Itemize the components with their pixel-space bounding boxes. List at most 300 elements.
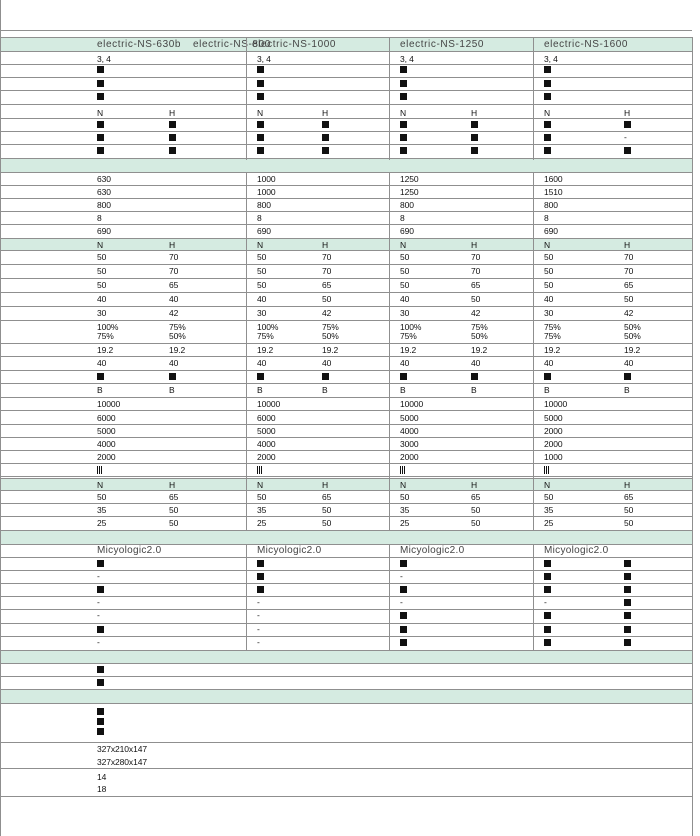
feature-square bbox=[400, 93, 407, 100]
value_40-n: 40 bbox=[257, 358, 267, 368]
rating-value: 1000 bbox=[257, 187, 276, 197]
column-rule bbox=[533, 172, 534, 530]
endurance-value: 10000 bbox=[257, 399, 281, 409]
rating-value: 630 bbox=[97, 174, 111, 184]
version-n-1: N bbox=[97, 108, 104, 118]
row-rule bbox=[0, 463, 692, 464]
breaking-n: 50 bbox=[97, 252, 107, 262]
option-dash: - bbox=[257, 637, 260, 647]
endurance-value: 6000 bbox=[257, 413, 276, 423]
value_40-h: 40 bbox=[471, 358, 481, 368]
value_40-h: 40 bbox=[169, 358, 179, 368]
feature-square bbox=[257, 134, 264, 141]
column-rule bbox=[389, 172, 390, 530]
second-h: 50 bbox=[471, 518, 481, 528]
row-rule bbox=[0, 650, 692, 651]
option-dash: - bbox=[544, 597, 547, 607]
option-square bbox=[624, 626, 631, 633]
row-rule bbox=[0, 503, 692, 504]
feature-square bbox=[400, 373, 407, 380]
dimension-1: 327x210x147 bbox=[97, 744, 147, 754]
second-n: 50 bbox=[400, 492, 410, 502]
row-rule bbox=[0, 118, 692, 119]
section-band-4 bbox=[0, 650, 692, 663]
service-h-1: 75% bbox=[322, 322, 339, 332]
second-h: 50 bbox=[624, 505, 634, 515]
version-n-2: N bbox=[257, 108, 264, 118]
feature-square bbox=[624, 147, 631, 154]
rating-value: 690 bbox=[257, 226, 271, 236]
service-h-2: 50% bbox=[471, 331, 488, 341]
breaking-h: 70 bbox=[471, 266, 481, 276]
version-n-3: N bbox=[400, 108, 407, 118]
endurance-value: 4000 bbox=[257, 439, 276, 449]
row-rule bbox=[0, 609, 692, 610]
option-square bbox=[544, 560, 551, 567]
option-dash: - bbox=[400, 597, 403, 607]
breaking-n: 50 bbox=[257, 280, 267, 290]
version-h-1: H bbox=[169, 108, 176, 118]
value_40-h: 40 bbox=[624, 358, 634, 368]
accessory-square bbox=[97, 679, 104, 686]
category-bars bbox=[257, 466, 262, 474]
breaking-n: 50 bbox=[400, 266, 410, 276]
rating-value: 1250 bbox=[400, 174, 419, 184]
feature-square bbox=[169, 121, 176, 128]
feature-square bbox=[544, 121, 551, 128]
rating-value: 1000 bbox=[257, 174, 276, 184]
version2-h-3: H bbox=[471, 240, 478, 250]
feature-square bbox=[544, 66, 551, 73]
poles-2: 3, 4 bbox=[257, 54, 271, 64]
version-h-4: H bbox=[624, 108, 631, 118]
category-n: B bbox=[400, 385, 406, 395]
breaking-n: 50 bbox=[544, 266, 554, 276]
category-h: B bbox=[624, 385, 630, 395]
versions-band-2 bbox=[0, 478, 692, 490]
option-square bbox=[544, 573, 551, 580]
row-rule bbox=[0, 37, 692, 38]
breaking-n: 50 bbox=[544, 252, 554, 262]
category-n: B bbox=[97, 385, 103, 395]
rating-value: 8 bbox=[400, 213, 405, 223]
column-rule bbox=[389, 544, 390, 650]
rating-value: 1250 bbox=[400, 187, 419, 197]
feature-square bbox=[544, 373, 551, 380]
row-rule bbox=[0, 397, 692, 398]
second-h: 50 bbox=[169, 518, 179, 528]
feature-square bbox=[257, 66, 264, 73]
second-h: 65 bbox=[169, 492, 179, 502]
endurance-value: 5000 bbox=[544, 413, 563, 423]
version2-h-1: H bbox=[169, 240, 176, 250]
second-h: 65 bbox=[322, 492, 332, 502]
breaking-h: 70 bbox=[471, 252, 481, 262]
endurance-value: 2000 bbox=[257, 452, 276, 462]
service-n-1: 100% bbox=[257, 322, 279, 332]
section-band-3 bbox=[0, 530, 692, 544]
feature-square bbox=[544, 80, 551, 87]
accessory-square bbox=[97, 708, 104, 715]
feature-square bbox=[624, 121, 631, 128]
version2-n-2: N bbox=[257, 240, 264, 250]
service-h-1: 75% bbox=[169, 322, 186, 332]
row-rule bbox=[0, 450, 692, 451]
breaking-h: 65 bbox=[322, 280, 332, 290]
version3-h-4: H bbox=[624, 480, 631, 490]
breaking-n: 50 bbox=[257, 252, 267, 262]
row-rule bbox=[0, 663, 692, 664]
option-square bbox=[624, 573, 631, 580]
row-rule bbox=[0, 703, 692, 704]
feature-square bbox=[97, 373, 104, 380]
option-square bbox=[257, 586, 264, 593]
feature-square bbox=[471, 373, 478, 380]
feature-square bbox=[322, 134, 329, 141]
version-h-2: H bbox=[322, 108, 329, 118]
section-band-5 bbox=[0, 689, 692, 703]
rating-value: 800 bbox=[257, 200, 271, 210]
right-frame bbox=[692, 37, 693, 836]
endurance-value: 4000 bbox=[400, 426, 419, 436]
service-n-2: 75% bbox=[97, 331, 114, 341]
column-rule bbox=[389, 37, 390, 160]
category-bars bbox=[544, 466, 549, 474]
second-n: 35 bbox=[97, 505, 107, 515]
service-h-1: 50% bbox=[624, 322, 641, 332]
row-rule bbox=[0, 676, 692, 677]
row-rule bbox=[0, 356, 692, 357]
left-frame bbox=[0, 0, 1, 836]
breaking-n: 30 bbox=[400, 308, 410, 318]
breaking-n: 50 bbox=[97, 280, 107, 290]
breaking-h: 42 bbox=[169, 308, 179, 318]
option-square bbox=[257, 560, 264, 567]
dimension-2: 327x280x147 bbox=[97, 757, 147, 767]
service-n-1: 75% bbox=[544, 322, 561, 332]
version2-n-3: N bbox=[400, 240, 407, 250]
rating-value: 690 bbox=[97, 226, 111, 236]
rating-value: 8 bbox=[544, 213, 549, 223]
feature-square bbox=[169, 373, 176, 380]
versions-band bbox=[0, 238, 692, 250]
feature-square bbox=[544, 134, 551, 141]
option-dash: - bbox=[257, 624, 260, 634]
value_192-h: 19.2 bbox=[624, 345, 641, 355]
weight-1: 14 bbox=[97, 772, 107, 782]
value_192-h: 19.2 bbox=[169, 345, 186, 355]
row-rule bbox=[0, 185, 692, 186]
row-rule bbox=[0, 490, 692, 491]
endurance-value: 1000 bbox=[544, 452, 563, 462]
feature-square bbox=[97, 66, 104, 73]
row-rule bbox=[0, 410, 692, 411]
version2-n-4: N bbox=[544, 240, 551, 250]
feature-square bbox=[400, 66, 407, 73]
breaking-h: 65 bbox=[471, 280, 481, 290]
rating-value: 1600 bbox=[544, 174, 563, 184]
option-square bbox=[624, 599, 631, 606]
option-dash: - bbox=[400, 571, 403, 581]
rating-value: 800 bbox=[97, 200, 111, 210]
option-square bbox=[97, 586, 104, 593]
column-rule bbox=[246, 37, 247, 160]
version2-n-1: N bbox=[97, 240, 104, 250]
second-h: 65 bbox=[471, 492, 481, 502]
breaking-h: 42 bbox=[624, 308, 634, 318]
option-square bbox=[544, 612, 551, 619]
breaking-h: 42 bbox=[322, 308, 332, 318]
rating-value: 8 bbox=[97, 213, 102, 223]
option-dash: - bbox=[97, 637, 100, 647]
breaking-n: 30 bbox=[97, 308, 107, 318]
option-square bbox=[257, 573, 264, 580]
service-n-2: 75% bbox=[257, 331, 274, 341]
option-square bbox=[400, 626, 407, 633]
endurance-value: 6000 bbox=[97, 413, 116, 423]
option-square bbox=[97, 560, 104, 567]
breaking-n: 30 bbox=[257, 308, 267, 318]
version3-h-1: H bbox=[169, 480, 176, 490]
second-h: 50 bbox=[169, 505, 179, 515]
feature-square bbox=[97, 134, 104, 141]
row-rule bbox=[0, 478, 692, 479]
breaking-h: 70 bbox=[169, 252, 179, 262]
feature-square bbox=[400, 121, 407, 128]
option-square bbox=[400, 586, 407, 593]
endurance-value: 2000 bbox=[400, 452, 419, 462]
column-rule bbox=[533, 37, 534, 160]
option-square bbox=[624, 612, 631, 619]
second-h: 50 bbox=[322, 505, 332, 515]
endurance-value: 4000 bbox=[97, 439, 116, 449]
value_40-n: 40 bbox=[544, 358, 554, 368]
option-square bbox=[400, 612, 407, 619]
endurance-value: 10000 bbox=[97, 399, 121, 409]
trip-unit-4: Micyologic2.0 bbox=[544, 545, 609, 556]
row-rule bbox=[0, 104, 692, 105]
second-n: 35 bbox=[544, 505, 554, 515]
accessory-square bbox=[97, 718, 104, 725]
feature-square bbox=[97, 80, 104, 87]
feature-square bbox=[322, 147, 329, 154]
second-n: 25 bbox=[97, 518, 107, 528]
weight-2: 18 bbox=[97, 784, 107, 794]
row-rule bbox=[0, 424, 692, 425]
column-rule bbox=[246, 172, 247, 530]
category-h: B bbox=[471, 385, 477, 395]
model-header-5: electric-NS-1600 bbox=[544, 39, 629, 50]
category-bars bbox=[97, 466, 102, 474]
row-rule bbox=[0, 292, 692, 293]
value_192-h: 19.2 bbox=[471, 345, 488, 355]
feature-square bbox=[169, 134, 176, 141]
version3-n-1: N bbox=[97, 480, 104, 490]
row-rule bbox=[0, 689, 692, 690]
breaking-h: 65 bbox=[624, 280, 634, 290]
row-rule bbox=[0, 796, 692, 797]
row-rule bbox=[0, 172, 692, 173]
value_192-n: 19.2 bbox=[400, 345, 417, 355]
row-rule bbox=[0, 131, 692, 132]
service-h-1: 75% bbox=[471, 322, 488, 332]
feature-square bbox=[471, 121, 478, 128]
row-rule bbox=[0, 30, 692, 31]
feature-square bbox=[97, 93, 104, 100]
feature-square bbox=[544, 93, 551, 100]
breaking-n: 50 bbox=[257, 266, 267, 276]
endurance-value: 10000 bbox=[544, 399, 568, 409]
feature-square bbox=[544, 147, 551, 154]
endurance-value: 2000 bbox=[97, 452, 116, 462]
category-n: B bbox=[257, 385, 263, 395]
version3-n-3: N bbox=[400, 480, 407, 490]
feature-square bbox=[471, 134, 478, 141]
breaking-h: 70 bbox=[322, 252, 332, 262]
feature-square bbox=[257, 147, 264, 154]
second-h: 50 bbox=[624, 518, 634, 528]
row-rule bbox=[0, 64, 692, 65]
second-n: 25 bbox=[400, 518, 410, 528]
second-h: 65 bbox=[624, 492, 634, 502]
second-n: 35 bbox=[257, 505, 267, 515]
endurance-value: 2000 bbox=[544, 426, 563, 436]
category-bars bbox=[400, 466, 405, 474]
option-square bbox=[97, 626, 104, 633]
row-rule bbox=[0, 383, 692, 384]
option-square bbox=[400, 560, 407, 567]
option-dash: - bbox=[257, 610, 260, 620]
feature-square bbox=[97, 147, 104, 154]
breaking-h: 70 bbox=[624, 266, 634, 276]
feature-square bbox=[322, 373, 329, 380]
breaking-h: 50 bbox=[624, 294, 634, 304]
feature-square bbox=[400, 134, 407, 141]
row-rule bbox=[0, 224, 692, 225]
category-n: B bbox=[544, 385, 550, 395]
version3-n-2: N bbox=[257, 480, 264, 490]
option-dash: - bbox=[97, 571, 100, 581]
category-h: B bbox=[322, 385, 328, 395]
feature-square bbox=[257, 93, 264, 100]
breaking-h: 50 bbox=[322, 294, 332, 304]
breaking-h: 70 bbox=[322, 266, 332, 276]
row-rule bbox=[0, 144, 692, 145]
row-rule bbox=[0, 544, 692, 545]
rating-value: 800 bbox=[400, 200, 414, 210]
row-rule bbox=[0, 238, 692, 239]
second-n: 25 bbox=[544, 518, 554, 528]
version-n-4: N bbox=[544, 108, 551, 118]
breaking-n: 30 bbox=[544, 308, 554, 318]
row-rule bbox=[0, 623, 692, 624]
service-n-2: 75% bbox=[400, 331, 417, 341]
feature-square bbox=[624, 373, 631, 380]
endurance-value: 5000 bbox=[257, 426, 276, 436]
breaking-h: 40 bbox=[169, 294, 179, 304]
version3-h-3: H bbox=[471, 480, 478, 490]
breaking-n: 50 bbox=[400, 280, 410, 290]
rating-value: 1510 bbox=[544, 187, 563, 197]
feature-dash: - bbox=[624, 132, 627, 142]
breaking-n: 40 bbox=[257, 294, 267, 304]
endurance-value: 10000 bbox=[400, 399, 424, 409]
option-square bbox=[624, 560, 631, 567]
row-rule bbox=[0, 90, 692, 91]
row-rule bbox=[0, 306, 692, 307]
section-band bbox=[0, 158, 692, 172]
second-n: 25 bbox=[257, 518, 267, 528]
option-dash: - bbox=[97, 597, 100, 607]
feature-square bbox=[169, 147, 176, 154]
value_192-n: 19.2 bbox=[97, 345, 114, 355]
row-rule bbox=[0, 570, 692, 571]
trip-unit-3: Micyologic2.0 bbox=[400, 545, 465, 556]
version3-h-2: H bbox=[322, 480, 329, 490]
row-rule bbox=[0, 343, 692, 344]
second-n: 50 bbox=[544, 492, 554, 502]
option-square bbox=[544, 639, 551, 646]
row-rule bbox=[0, 476, 692, 477]
service-n-1: 100% bbox=[400, 322, 422, 332]
breaking-h: 70 bbox=[624, 252, 634, 262]
row-rule bbox=[0, 77, 692, 78]
endurance-value: 2000 bbox=[544, 439, 563, 449]
row-rule bbox=[0, 530, 692, 531]
breaking-h: 70 bbox=[169, 266, 179, 276]
breaking-n: 50 bbox=[97, 266, 107, 276]
option-square bbox=[400, 639, 407, 646]
feature-square bbox=[257, 80, 264, 87]
option-square bbox=[624, 586, 631, 593]
row-rule bbox=[0, 437, 692, 438]
option-dash: - bbox=[97, 610, 100, 620]
value_40-n: 40 bbox=[400, 358, 410, 368]
row-rule bbox=[0, 768, 692, 769]
service-n-1: 100% bbox=[97, 322, 119, 332]
service-h-2: 50% bbox=[169, 331, 186, 341]
model-header-4: electric-NS-1250 bbox=[400, 39, 485, 50]
option-square bbox=[624, 639, 631, 646]
second-n: 50 bbox=[97, 492, 107, 502]
row-rule bbox=[0, 320, 692, 321]
poles-3: 3, 4 bbox=[400, 54, 414, 64]
version2-h-4: H bbox=[624, 240, 631, 250]
breaking-h: 50 bbox=[471, 294, 481, 304]
value_192-h: 19.2 bbox=[322, 345, 339, 355]
feature-square bbox=[257, 373, 264, 380]
row-rule bbox=[0, 198, 692, 199]
model-header-3: electric-NS-1000 bbox=[252, 39, 337, 50]
value_192-n: 19.2 bbox=[257, 345, 274, 355]
row-rule bbox=[0, 278, 692, 279]
option-dash: - bbox=[257, 597, 260, 607]
endurance-value: 5000 bbox=[97, 426, 116, 436]
second-n: 35 bbox=[400, 505, 410, 515]
rating-value: 8 bbox=[257, 213, 262, 223]
breaking-h: 65 bbox=[169, 280, 179, 290]
rating-value: 690 bbox=[544, 226, 558, 236]
version2-h-2: H bbox=[322, 240, 329, 250]
feature-square bbox=[97, 121, 104, 128]
category-h: B bbox=[169, 385, 175, 395]
value_40-n: 40 bbox=[97, 358, 107, 368]
rating-value: 800 bbox=[544, 200, 558, 210]
accessory-square bbox=[97, 666, 104, 673]
rating-value: 690 bbox=[400, 226, 414, 236]
endurance-value: 3000 bbox=[400, 439, 419, 449]
second-n: 50 bbox=[257, 492, 267, 502]
